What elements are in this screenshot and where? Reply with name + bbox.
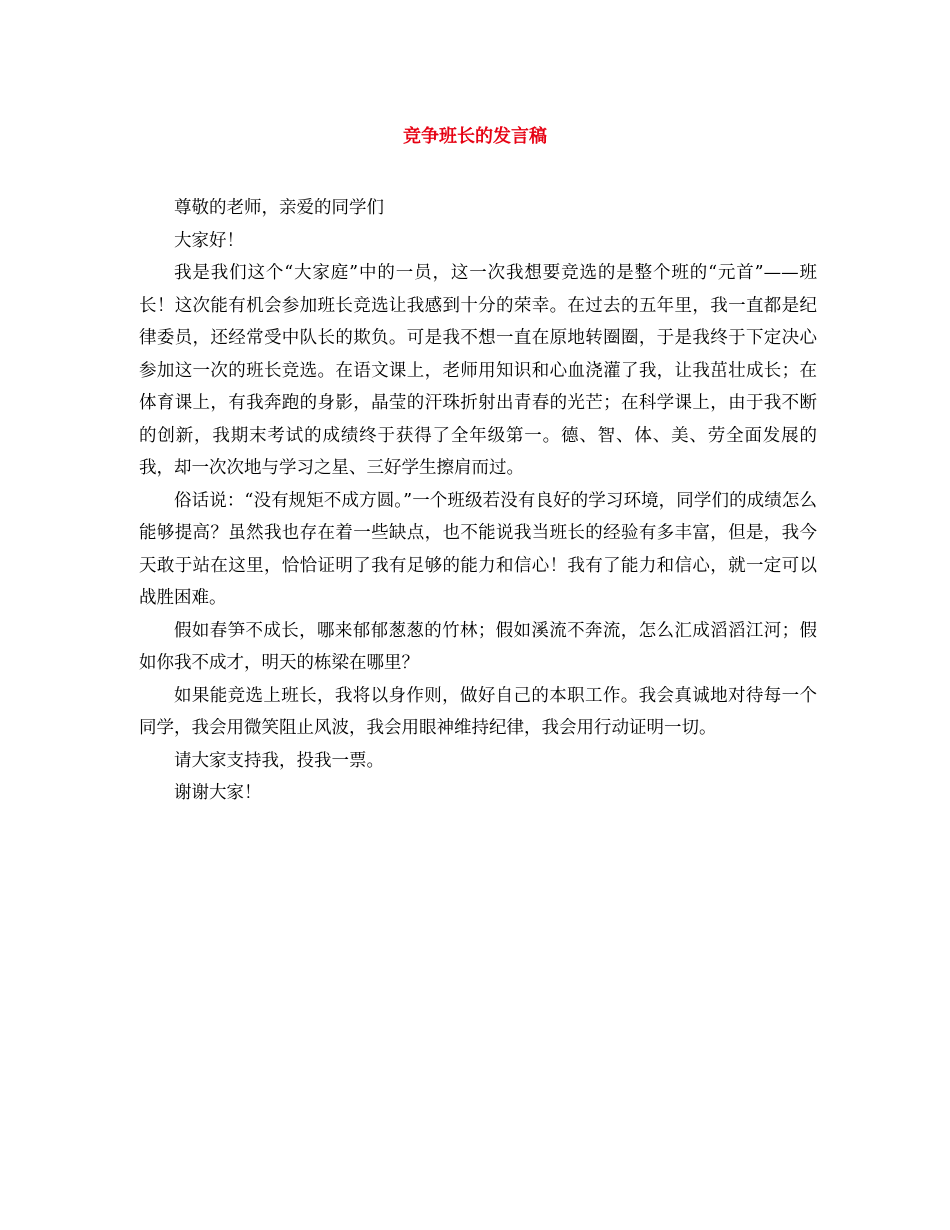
- paragraph-introduction: 我是我们这个“大家庭”中的一员，这一次我想要竞选的是整个班的“元首”——班长！这次能有机会参加班长竞选让我感到十分的荣幸。在过去的五年里，我一直都是纪律委员，还经常受中队长的欺负。可是我不想一直在原地转圈圈，于是我终于下定决心参加这一次的班长竞选。在语文课上，老师用知识和心血浇灌了我，让我茁壮成长；在体育课上，有我奔跑的身影，晶莹的汗珠折射出青春的光芒；在科学课上，由于我不断的创新，我期末考试的成绩终于获得了全年级第一。德、智、体、美、劳全面发展的我，却一次次地与学习之星、三好学生擦肩而过。: [139, 263, 817, 478]
- closing-thanks: 谢谢大家！: [174, 783, 262, 803]
- document-body: [139, 192, 817, 810]
- document-title: 竞争班长的发言稿: [403, 126, 547, 147]
- paragraph-metaphor: 假如春笋不成长，哪来郁郁葱葱的竹林；假如溪流不奔流，怎么汇成滔滔江河；假如你我不成才，明天的栋梁在哪里？: [139, 620, 817, 673]
- paragraph-appeal: 请大家支持我，投我一票。: [174, 750, 384, 771]
- greeting: 大家好！: [174, 230, 244, 251]
- salutation: 尊敬的老师，亲爱的同学们: [174, 198, 384, 218]
- paragraph-proverb: 俗话说：“没有规矩不成方圆。”一个班级若没有良好的学习环境，同学们的成绩怎么能够提高？虽然我也存在着一些缺点，也不能说我当班长的经验有多丰富，但是，我今天敢于站在这里，恰恰证明了我有足够的能力和信心！我有了能力和信心，就一定可以战胜困难。: [139, 490, 817, 608]
- paragraph-promise: 如果能竞选上班长，我将以身作则，做好自己的本职工作。我会真诚地对待每一个同学，我会用微笑阻止风波，我会用眼神维持纪律，我会用行动证明一切。: [139, 685, 817, 738]
